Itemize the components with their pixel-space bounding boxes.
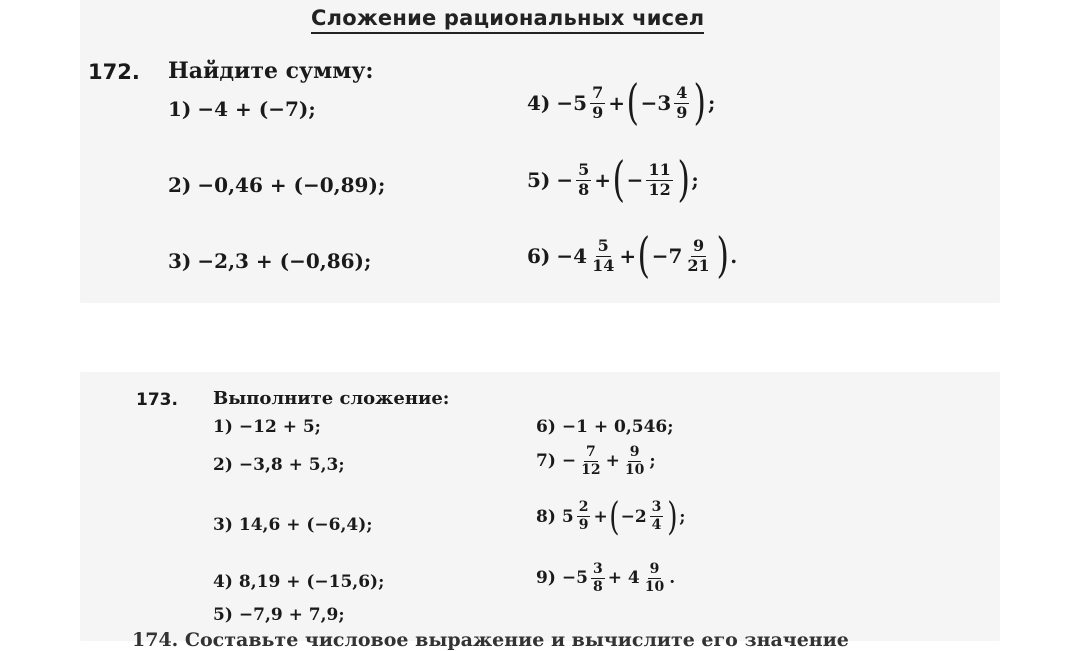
problem-173-item-5 <box>213 605 345 625</box>
item-prefix: 5 <box>561 506 574 527</box>
item-label: 2) <box>213 455 233 475</box>
fraction-2 <box>650 500 664 532</box>
item-label: 3) <box>168 249 192 273</box>
numerator: 2 <box>578 499 589 516</box>
numerator: 11 <box>648 159 671 179</box>
item-label: 2) <box>168 173 192 197</box>
denominator: 12 <box>648 179 671 199</box>
denominator: 9 <box>676 102 688 122</box>
denominator: 9 <box>592 102 604 122</box>
item-label: 1) <box>168 97 192 121</box>
fraction-2 <box>674 82 689 122</box>
item-label: 1) <box>213 417 233 437</box>
problem-173-item-6 <box>536 417 674 437</box>
problem-173-number: 173. <box>136 390 178 410</box>
item-expression: −7,9 + 7,9; <box>238 605 345 625</box>
item-prefix: − <box>561 451 577 472</box>
numerator: 5 <box>578 159 590 179</box>
item-terminator: . <box>669 568 676 589</box>
fraction-1 <box>591 562 605 594</box>
numerator: 3 <box>592 561 603 577</box>
numerator: 9 <box>649 561 660 577</box>
section-heading: Сложение рациональных чисел <box>311 6 704 34</box>
problem-173-item-2 <box>213 455 345 475</box>
left-parenthesis: ( <box>626 75 640 131</box>
numerator: 7 <box>592 82 604 102</box>
operator: + <box>593 506 608 527</box>
problem-173-item-1 <box>213 417 321 437</box>
item-label: 8) <box>536 506 556 527</box>
item-label: 3) <box>213 515 233 535</box>
problem-172-item-3 <box>168 249 371 273</box>
right-parenthesis: ) <box>677 152 690 208</box>
problem-173-item-9 <box>536 562 675 594</box>
problem-173-item-3 <box>213 515 373 535</box>
numerator: 5 <box>597 235 609 255</box>
left-parenthesis: ( <box>612 152 626 208</box>
item-label: 9) <box>536 568 556 589</box>
left-parenthesis: ( <box>609 494 620 539</box>
fraction-2 <box>643 562 666 594</box>
numerator: 9 <box>629 444 640 460</box>
fraction-2 <box>623 445 646 477</box>
item-terminator: ; <box>691 168 699 192</box>
inner-prefix: −2 <box>620 506 647 527</box>
item-label: 7) <box>536 451 556 472</box>
operator: + <box>608 91 625 115</box>
problem-172-item-2 <box>168 173 385 197</box>
fraction-2 <box>685 235 711 275</box>
operator: + <box>594 168 612 192</box>
problem-172-number: 172. <box>88 60 140 84</box>
item-prefix: −5 <box>556 91 588 115</box>
right-parenthesis: ) <box>716 228 729 284</box>
operator: + <box>605 451 620 472</box>
item-expression: −12 + 5; <box>238 417 321 437</box>
item-terminator: . <box>730 244 738 268</box>
inner-prefix: −3 <box>640 91 672 115</box>
right-parenthesis: ) <box>667 494 679 539</box>
left-parenthesis: ( <box>637 228 651 284</box>
numerator: 9 <box>692 235 705 255</box>
item-expression: −1 + 0,546; <box>561 417 674 437</box>
denominator: 10 <box>644 578 665 595</box>
problem-172-item-1 <box>168 97 316 121</box>
problem-172-item-6 <box>527 228 738 284</box>
problem-172-item-4 <box>527 75 716 131</box>
inner-prefix: − <box>626 168 644 192</box>
inner-prefix: −7 <box>651 244 683 268</box>
numerator: 7 <box>585 444 596 460</box>
denominator: 10 <box>624 461 645 478</box>
item-expression: 8,19 + (−15,6); <box>238 572 385 592</box>
denominator: 21 <box>687 255 710 275</box>
right-parenthesis: ) <box>693 75 707 131</box>
fraction-1 <box>576 159 591 199</box>
item-expression: −4 + (−7); <box>197 97 316 121</box>
denominator: 8 <box>592 578 603 595</box>
operator: + <box>619 244 637 268</box>
item-terminator: ; <box>649 451 656 472</box>
numerator: 3 <box>651 499 662 516</box>
denominator: 14 <box>592 255 615 275</box>
problem-173-item-7 <box>536 445 656 477</box>
item-terminator: ; <box>679 506 686 527</box>
item-label: 6) <box>536 417 556 437</box>
fraction-1 <box>579 445 602 477</box>
item-expression: −0,46 + (−0,89); <box>197 173 386 197</box>
problem-172-instruction: Найдите сумму: <box>168 58 374 84</box>
item-terminator: ; <box>708 91 716 115</box>
item-label: 4) <box>213 572 233 592</box>
numerator: 4 <box>676 82 688 102</box>
denominator: 9 <box>578 517 589 533</box>
problem-173-item-4 <box>213 572 384 592</box>
item-prefix: −5 <box>561 568 588 589</box>
denominator: 12 <box>581 461 601 478</box>
problem-173-instruction: Выполните сложение: <box>213 388 450 409</box>
item-expression: −3,8 + 5,3; <box>238 455 345 475</box>
item-label: 6) <box>527 244 551 268</box>
item-prefix: − <box>556 168 574 192</box>
item-expression: −2,3 + (−0,86); <box>197 249 372 273</box>
fraction-1 <box>590 82 605 122</box>
problem-172-item-5 <box>527 152 699 208</box>
item-prefix: −4 <box>556 244 588 268</box>
fraction-1 <box>577 500 591 532</box>
fraction-2 <box>646 159 672 199</box>
item-label: 4) <box>527 91 551 115</box>
denominator: 8 <box>578 179 590 199</box>
cutoff-next-problem-line: 174. Составьте числовое выражение и вычислите его значение <box>132 629 849 651</box>
item-label: 5) <box>527 168 551 192</box>
operator: + 4 <box>607 568 640 589</box>
problem-173-item-8 <box>536 494 686 539</box>
item-expression: 14,6 + (−6,4); <box>238 515 373 535</box>
denominator: 4 <box>651 517 662 533</box>
item-label: 5) <box>213 605 233 625</box>
fraction-1 <box>590 235 616 275</box>
